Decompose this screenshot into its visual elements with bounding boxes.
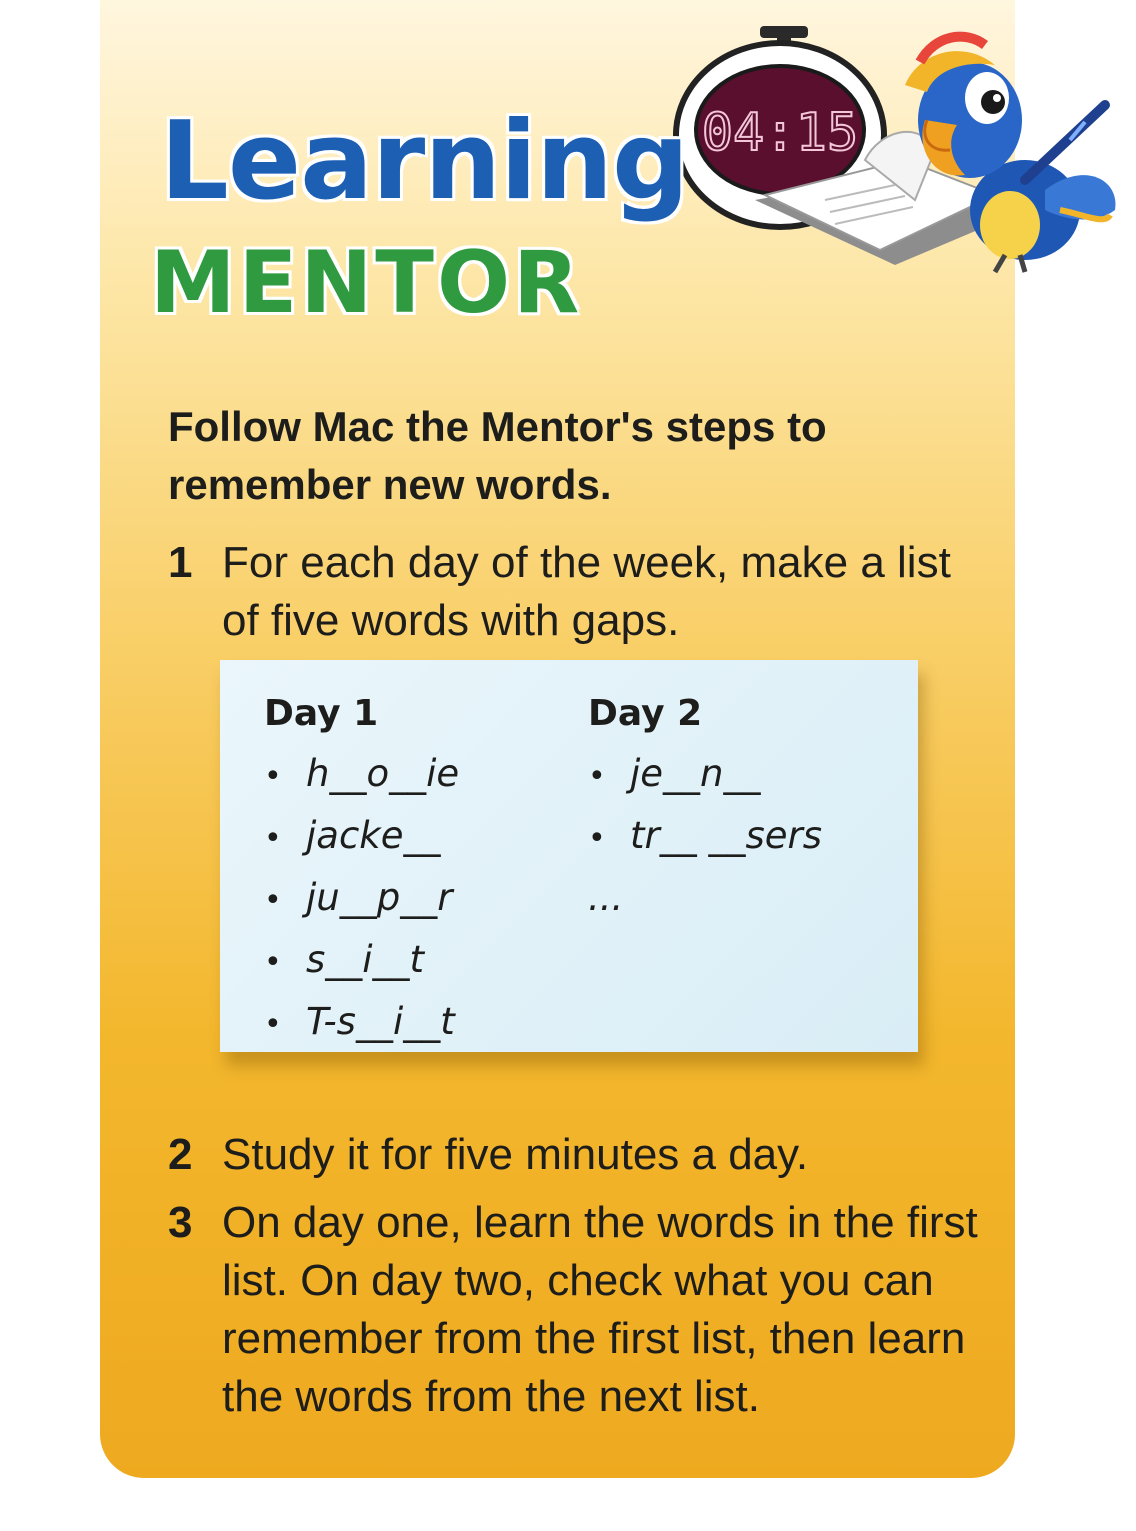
bullet-icon: • bbox=[588, 821, 606, 856]
step-text: On day one, learn the words in the first list. On day two, check what you can remember from the first list, then learn the words from the next list. bbox=[222, 1198, 978, 1421]
list-item-ellipsis: ... bbox=[588, 876, 624, 919]
list-item: • ju__p__r bbox=[264, 868, 459, 930]
step-number: 3 bbox=[168, 1198, 193, 1247]
step-text: For each day of the week, make a list of five words with gaps. bbox=[222, 538, 951, 645]
mascot-illustration bbox=[665, 10, 1135, 280]
bullet-icon: • bbox=[264, 883, 282, 918]
list-item: • jacke__ bbox=[264, 806, 459, 868]
sticky-note-word-lists bbox=[220, 660, 918, 1052]
step-1 bbox=[168, 534, 988, 650]
step-2 bbox=[168, 1126, 988, 1184]
bullet-icon: • bbox=[264, 1007, 282, 1042]
timer-display: 04:15 bbox=[701, 103, 859, 163]
list-item: • s__i__t bbox=[264, 930, 459, 992]
step-3 bbox=[168, 1194, 988, 1426]
day-2-heading: Day 2 bbox=[588, 693, 703, 734]
list-item: • h__o__ie bbox=[264, 744, 459, 806]
title-mentor: MENTOR bbox=[150, 233, 583, 333]
title-learning: Learning bbox=[160, 99, 689, 224]
bullet-icon: • bbox=[264, 759, 282, 794]
list-item: • T-s__i__t bbox=[264, 992, 459, 1054]
bullet-icon: • bbox=[264, 821, 282, 856]
day-1-heading: Day 1 bbox=[264, 693, 379, 734]
bullet-icon: • bbox=[588, 759, 606, 794]
day-1-list bbox=[264, 690, 459, 1054]
bullet-icon: • bbox=[264, 945, 282, 980]
step-number: 1 bbox=[168, 538, 193, 587]
list-item: • tr__ __sers bbox=[588, 806, 822, 868]
list-item: • je__n__ bbox=[588, 744, 822, 806]
step-text: Study it for five minutes a day. bbox=[222, 1130, 809, 1179]
day-2-list bbox=[588, 690, 822, 927]
step-number: 2 bbox=[168, 1130, 193, 1179]
intro-text: Follow Mac the Mentor's steps to remember new words. bbox=[168, 403, 827, 508]
